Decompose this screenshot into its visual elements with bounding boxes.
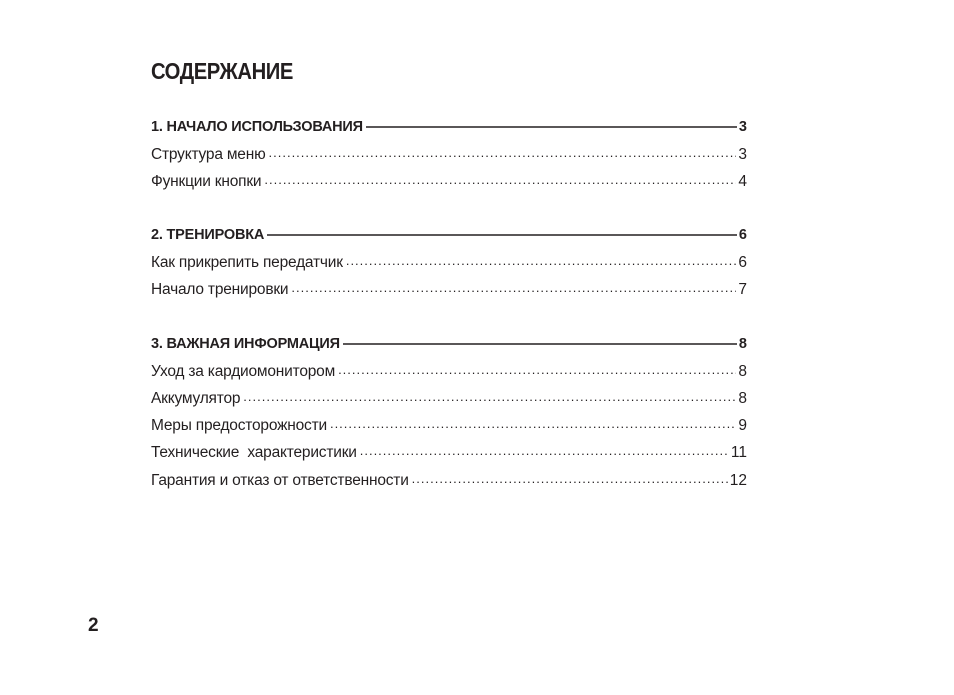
toc-heading-label: 3. ВАЖНАЯ ИНФОРМАЦИЯ bbox=[151, 335, 340, 352]
dot-leader bbox=[243, 388, 736, 404]
toc-entry[interactable] bbox=[151, 442, 747, 469]
toc-entry[interactable] bbox=[151, 360, 747, 387]
toc-section-2 bbox=[151, 225, 747, 307]
toc-entry-page: 4 bbox=[738, 172, 747, 190]
toc-entry[interactable] bbox=[151, 143, 747, 170]
toc-heading-page: 6 bbox=[738, 227, 747, 244]
toc-entry-page: 8 bbox=[738, 390, 747, 407]
toc-heading-page: 3 bbox=[738, 118, 747, 135]
toc-entry-label: Аккумулятор bbox=[151, 390, 241, 407]
toc-entry[interactable] bbox=[151, 279, 747, 306]
dot-leader bbox=[264, 170, 736, 186]
dot-leader bbox=[366, 116, 737, 131]
toc-entry-label: Меры предосторожности bbox=[151, 417, 327, 435]
toc-entry-label: Структура меню bbox=[151, 145, 266, 163]
toc-section-1 bbox=[151, 116, 747, 198]
dot-leader bbox=[330, 415, 736, 431]
toc-entry[interactable] bbox=[151, 252, 747, 279]
toc-entry-page: 7 bbox=[738, 281, 747, 299]
dot-leader bbox=[269, 143, 737, 159]
toc-entry-page: 3 bbox=[738, 145, 747, 163]
toc-entry-page: 9 bbox=[738, 417, 747, 435]
dot-leader bbox=[338, 360, 736, 376]
toc-entry-label: Гарантия и отказ от ответственности bbox=[151, 471, 409, 489]
table-of-contents bbox=[151, 116, 747, 523]
toc-heading[interactable] bbox=[151, 333, 747, 360]
toc-entry-page: 11 bbox=[730, 444, 747, 462]
toc-heading-label: 2. ТРЕНИРОВКА bbox=[151, 227, 265, 244]
toc-entry-page: 6 bbox=[738, 254, 747, 272]
toc-entry[interactable] bbox=[151, 415, 747, 442]
toc-entry-label: Как прикрепить передатчик bbox=[151, 254, 343, 272]
page-number: 2 bbox=[88, 615, 99, 636]
toc-heading[interactable] bbox=[151, 225, 747, 252]
dot-leader bbox=[343, 333, 737, 348]
toc-entry-page: 12 bbox=[729, 471, 747, 489]
page-title: СОДЕРЖАНИЕ bbox=[151, 58, 293, 84]
toc-entry-page: 8 bbox=[738, 362, 747, 380]
toc-heading-page: 8 bbox=[738, 335, 747, 352]
dot-leader bbox=[412, 469, 728, 485]
toc-entry-label: Начало тренировки bbox=[151, 281, 289, 299]
toc-entry-label: Технические характеристики bbox=[151, 444, 357, 462]
dot-leader bbox=[291, 279, 736, 295]
toc-entry-label: Уход за кардиомонитором bbox=[151, 362, 336, 380]
dot-leader bbox=[360, 442, 729, 458]
dot-leader bbox=[267, 225, 737, 240]
toc-entry[interactable] bbox=[151, 388, 747, 415]
toc-heading[interactable] bbox=[151, 116, 747, 143]
toc-entry[interactable] bbox=[151, 469, 747, 496]
dot-leader bbox=[346, 252, 737, 268]
toc-entry-label: Функции кнопки bbox=[151, 172, 262, 190]
toc-entry[interactable] bbox=[151, 170, 747, 197]
toc-heading-label: 1. НАЧАЛО ИСПОЛЬЗОВАНИЯ bbox=[151, 118, 363, 135]
toc-section-3 bbox=[151, 333, 747, 496]
